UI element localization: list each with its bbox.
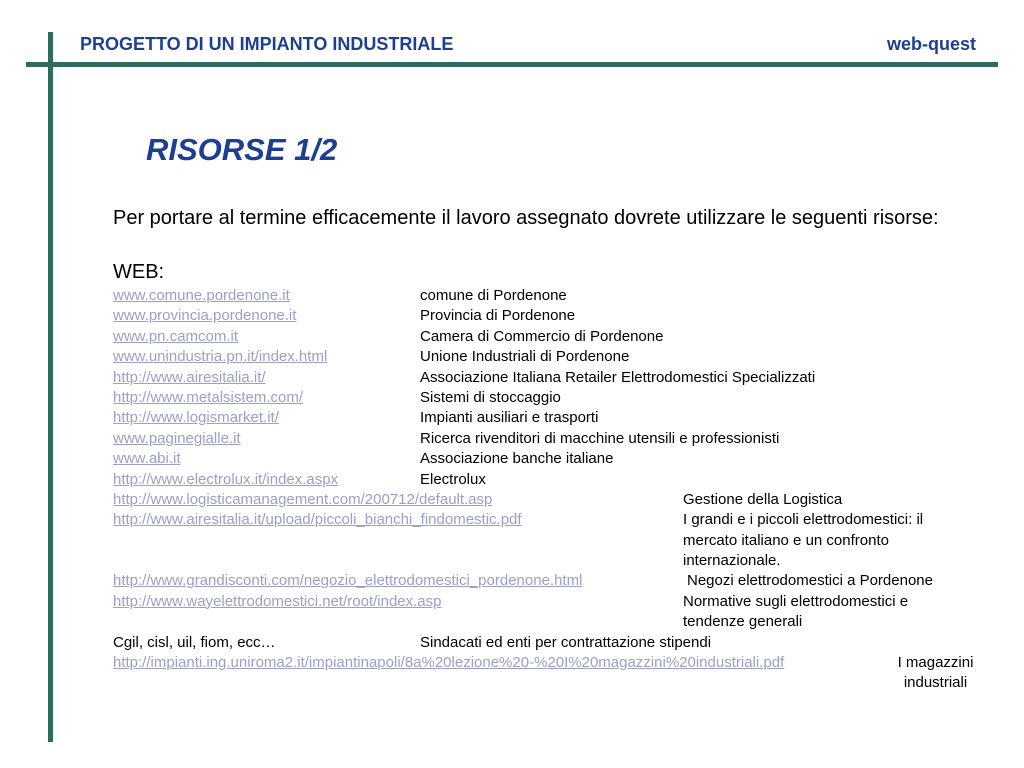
resource-description: I grandi e i piccoli elettrodomestici: il mercato italiano e un confronto internazionale. xyxy=(683,511,924,570)
resource-description: Unione Industriali di Pordenone xyxy=(420,348,630,366)
vertical-rule xyxy=(48,32,53,742)
resource-link[interactable]: www.abi.it xyxy=(113,450,181,468)
resource-link[interactable]: http://www.wayelettrodomestici.net/root/index.asp xyxy=(113,592,442,610)
resource-row xyxy=(113,510,1013,571)
resource-link[interactable]: www.provincia.pordenone.it xyxy=(113,307,297,325)
resource-row xyxy=(113,592,1013,633)
resource-row xyxy=(113,633,1013,653)
resource-row xyxy=(113,429,1013,449)
resource-description: Sindacati ed enti per contrattazione stipendi xyxy=(420,633,712,651)
resource-row xyxy=(113,490,1013,510)
resource-link[interactable]: http://www.airesitalia.it/ xyxy=(113,368,266,386)
resource-link[interactable]: http://www.electrolux.it/index.aspx xyxy=(113,470,339,488)
resource-list xyxy=(113,286,1013,694)
resource-description: Ricerca rivenditori di macchine utensili e professionisti xyxy=(420,429,780,447)
resource-row xyxy=(113,470,1013,490)
resource-link[interactable]: http://impianti.ing.uniroma2.it/impiantinapoli/8a%20lezione%20-%20I%20magazzini%20industriali.pdf xyxy=(113,654,785,672)
intro-text: Per portare al termine efficacemente il lavoro assegnato dovrete utilizzare le seguenti risorse: xyxy=(113,207,939,229)
resource-row xyxy=(113,571,1013,591)
section-label: web-quest xyxy=(886,34,976,54)
resource-link[interactable]: www.comune.pordenone.it xyxy=(113,287,290,304)
resource-link[interactable]: http://www.logisticamanagement.com/200712/default.asp xyxy=(113,490,493,508)
web-label: WEB: xyxy=(113,261,165,283)
resource-row xyxy=(113,653,1013,694)
course-title: PROGETTO DI UN IMPIANTO INDUSTRIALE xyxy=(80,34,454,54)
resource-description: Electrolux xyxy=(420,470,486,488)
resource-description: Provincia di Pordenone xyxy=(420,307,576,325)
resource-row xyxy=(113,327,1013,347)
resource-link[interactable]: www.paginegialle.it xyxy=(113,429,241,447)
resource-link[interactable]: http://www.metalsistem.com/ xyxy=(113,388,304,406)
resource-description: Associazione Italiana Retailer Elettrodomestici Specializzati xyxy=(420,368,816,386)
resource-row xyxy=(113,368,1013,388)
resource-link[interactable]: www.pn.camcom.it xyxy=(113,327,239,345)
resource-description: Impianti ausiliari e trasporti xyxy=(420,409,599,427)
resource-link[interactable]: www.unindustria.pn.it/index.html xyxy=(113,348,328,366)
resource-row xyxy=(113,306,1013,326)
resource-row xyxy=(113,388,1013,408)
resource-link[interactable]: http://www.grandisconti.com/negozio_elettrodomestici_pordenone.html xyxy=(113,572,583,590)
resource-row xyxy=(113,286,1013,306)
resource-row xyxy=(113,347,1013,367)
resource-description: Negozi elettrodomestici a Pordenone xyxy=(687,572,933,590)
resource-description: I magazzini industriali xyxy=(897,654,974,692)
resource-description: Sistemi di stoccaggio xyxy=(420,388,561,406)
resource-row xyxy=(113,449,1013,469)
resource-description: comune di Pordenone xyxy=(420,287,567,304)
resource-description: Camera di Commercio di Pordenone xyxy=(420,327,664,345)
resource-description: Normative sugli elettrodomestici e tendenze generali xyxy=(683,592,909,631)
resource-description: Associazione banche italiane xyxy=(420,450,614,468)
resource-description: Gestione della Logistica xyxy=(683,490,843,508)
slide-title: RISORSE 1/2 xyxy=(146,132,338,167)
resource-row xyxy=(113,408,1013,428)
resource-link[interactable]: http://www.airesitalia.it/upload/piccoli_bianchi_findomestic.pdf xyxy=(113,511,522,529)
resource-link[interactable]: http://www.logismarket.it/ xyxy=(113,409,279,427)
horizontal-rule xyxy=(26,62,998,67)
resource-text: Cgil, cisl, uil, fiom, ecc… xyxy=(113,633,276,651)
